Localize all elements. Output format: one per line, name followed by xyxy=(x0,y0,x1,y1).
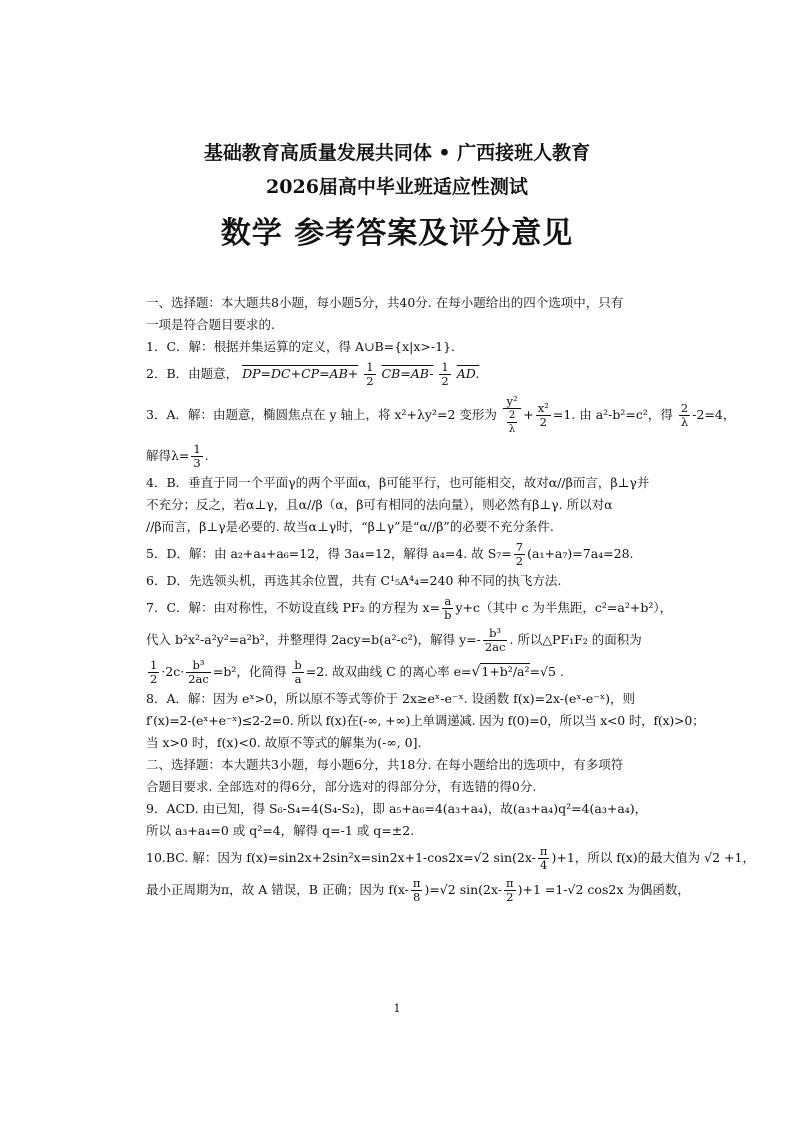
header-title-line3: 数学 参考答案及评分意见 xyxy=(220,216,574,251)
q2-fraction-half: $\frac{1}{2}$ xyxy=(366,360,374,388)
q7-sqrt-expr: 1+b²/a² xyxy=(481,664,530,679)
answer-q10-line2: 最小正周期为π，故 A 错误，B 正确；因为 f(x- $\frac{\pi}{8}$ )=√2 sin(2x- $\frac{\pi}{2}$ )+1 =1-√2 cos2x 为偶函数， xyxy=(146,876,690,904)
answer-q5: 5．D．解：由 a₂+a₄+a₆=12，得 3a₄=12，解得 a₄=4. 故 S₇= $\frac{7}{2}$ (a₁+a₇)=7a₄=28. xyxy=(146,540,634,568)
q5-fraction-7-2: $\frac{7}{2}$ xyxy=(515,540,524,568)
section2-intro-line1: 二、选择题：本大题共3小题，每小题6分，共18分. 在每小题给出的选项中，有多项符 xyxy=(146,757,624,772)
answer-body xyxy=(146,292,755,906)
answer-q8-line2: f′(x)=2-(eˣ+e⁻ˣ)≤2-2=0. 所以 f(x)在(-∞, +∞)上单调递减. 因为 f(0)=0，所以当 x<0 时，f(x)>0； xyxy=(146,713,705,728)
answer-q3-line1: 3．A．解：由题意，椭圆焦点在 y 轴上，将 x²+λy²=2 变形为 $\frac{\text{y²}}{\frac{2}{\lambda}}$ + $\frac{\text{x²}}{2}$ =1. 由 a²-b²=c²，得 $\frac{2}{\lambda}$ -2=4， xyxy=(146,394,736,435)
q7-fraction-a-b: $\frac{a}{b}$ xyxy=(444,594,452,622)
section1-intro-line2: 一项是符合题目要求的. xyxy=(146,317,275,332)
header-title-line1: 基础教育高质量发展共同体 • 广西接班人教育 xyxy=(203,142,591,164)
answer-q4-line2: 不充分；反之，若α⊥γ，且α//β（α，β可有相同的法向量），则必然有β⊥γ. 所以对α xyxy=(146,497,613,512)
q7-fraction-b-a: $\frac{b}{a}$ xyxy=(294,658,302,686)
q3-fraction-2-lambda: $\frac{2}{\lambda}$ xyxy=(680,401,689,429)
answer-q7-line2: 代入 b²x²-a²y²=a²b²，并整理得 2acy=b(a²-c²)，解得 y=- $\frac{\text{b³}}{2ac}$ . 所以△PF₁F₂ 的面积为 xyxy=(146,626,642,654)
section1-intro-line1: 一、选择题：本大题共8小题，每小题5分，共40分. 在每小题给出的四个选项中，只有 xyxy=(146,295,624,310)
answer-q7-line3: $\frac{1}{2}$ ·2c· $\frac{\text{b³}}{2ac}$ =b²，化简得 $\frac{b}{a}$ =2. 故双曲线 C 的离心率 e=√1+b²/a²=√5 . xyxy=(150,658,564,686)
q7-fraction-b3-2ac-2: $\frac{\text{b³}}{2ac}$ xyxy=(188,658,209,686)
answer-q7-line1: 7．C．解：由对称性，不妨设直线 PF₂ 的方程为 x= $\frac{a}{b}$ y+c（其中 c 为半焦距，c²=a²+b²）， xyxy=(146,594,673,622)
q2-vector-cb: CB=AB- xyxy=(381,366,434,381)
section2-intro-line2: 合题目要求. 全部选对的得6分，部分选对的得部分分，有选错的得0分. xyxy=(146,779,537,794)
page-number: 1 xyxy=(393,1002,401,1015)
q3-fraction-y2: $\frac{\text{y²}}{\frac{2}{\lambda}}$ xyxy=(503,395,521,436)
q10-fraction-pi-8: $\frac{\pi}{8}$ xyxy=(412,876,421,904)
answer-q3-line2: 解得λ= $\frac{1}{3}$ . xyxy=(146,442,209,470)
q3-fraction-x2: $\frac{\text{x²}}{2}$ xyxy=(537,401,549,429)
answer-q9-line1: 9．ACD. 由已知，得 S₆-S₄=4(S₄-S₂)，即 a₅+a₆=4(a₃+a₄)，故(a₃+a₄)q²=4(a₃+a₄)， xyxy=(146,801,648,816)
answer-q10-line1: 10.BC. 解：因为 f(x)=sin2x+2sin²x=sin2x+1-cos2x=√2 sin(2x- $\frac{\pi}{4}$ )+1，所以 f(x)的最大值为 √2 +1， xyxy=(146,844,755,872)
answer-q2: 2．B．由题意， DP=DC+CP=AB+ $\frac{1}{2}$ CB=AB- $\frac{1}{2}$ AD. xyxy=(146,360,480,388)
q10-fraction-pi-2: $\frac{\pi}{2}$ xyxy=(506,876,514,904)
q7-fraction-b3-2ac: $\frac{\text{b³}}{2ac}$ xyxy=(484,626,506,654)
answer-q4-line1: 4．B．垂直于同一个平面γ的两个平面α，β可能平行，也可能相交，故对α//β而言，β⊥γ并 xyxy=(146,475,650,490)
q10-fraction-pi-4: $\frac{\pi}{4}$ xyxy=(539,844,548,872)
answer-q8-line3: 当 x>0 时，f(x)<0. 故原不等式的解集为(-∞, 0]. xyxy=(146,735,422,750)
q2-vector-ad: AD. xyxy=(456,366,480,381)
answer-q9-line2: 所以 a₃+a₄=0 或 q²=4，解得 q=-1 或 q=±2. xyxy=(146,823,415,838)
header-title-line2: 2026届高中毕业班适应性测试 xyxy=(266,176,528,198)
answer-q6: 6．D．先选领头机，再选其余位置，共有 C¹₅A⁴₄=240 种不同的执飞方法. xyxy=(146,573,562,588)
q2-fraction-half-2: $\frac{1}{2}$ xyxy=(441,360,449,388)
q2-vector-expr: DP=DC+CP=AB+ xyxy=(242,366,359,381)
answer-q8-line1: 8．A．解：因为 eˣ>0，所以原不等式等价于 2x≥eˣ-e⁻ˣ. 设函数 f(x)=2x-(eˣ-e⁻ˣ)，则 xyxy=(146,691,636,706)
answer-q1: 1．C．解：根据并集运算的定义，得 A∪B={x|x>-1}. xyxy=(146,339,455,354)
answer-q4-line3: //β而言，β⊥γ是必要的. 故当α⊥γ时，“β⊥γ”是“α//β”的必要不充分条件. xyxy=(146,519,554,534)
q3-fraction-third: $\frac{1}{3}$ xyxy=(193,442,201,470)
q7-fraction-half: $\frac{1}{2}$ xyxy=(150,658,158,686)
